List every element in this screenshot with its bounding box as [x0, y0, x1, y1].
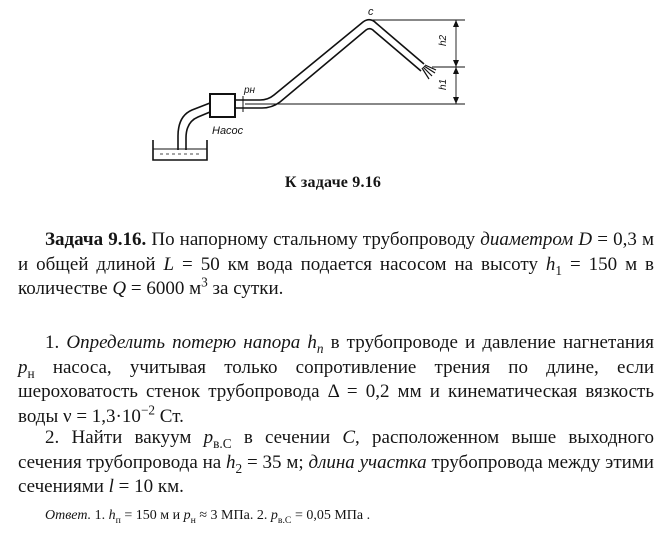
problem-paragraph-2	[18, 331, 654, 429]
question-2-text: 2. Найти вакуум	[45, 427, 204, 448]
var-h1-sub: 1	[555, 262, 563, 278]
question-1-text: Ст.	[155, 405, 184, 427]
intro-text: По напорному стальному трубопроводу	[151, 229, 481, 250]
pump-box	[210, 94, 235, 117]
question-2-text: , расположенном выше выходного сечения трубопровода на	[18, 427, 654, 473]
answer-text: = 0,05 МПа .	[291, 508, 371, 523]
pump-label: Насос	[212, 125, 244, 137]
var-hn-sub: п	[316, 340, 324, 356]
question-2-text: = 35 м;	[242, 451, 309, 473]
question-2-italic: длина участка	[308, 451, 427, 473]
var-h2-sub: 2	[235, 460, 243, 476]
answer-var-pvc: p	[270, 508, 278, 523]
answer-var-hn: h	[108, 508, 116, 523]
question-1-number: 1.	[45, 332, 67, 353]
answer-line	[45, 507, 645, 525]
viscosity-exponent: −2	[140, 402, 156, 418]
answer-var-pn: p	[183, 508, 191, 523]
var-pn-sub: н	[27, 365, 35, 381]
intro-text: = 0,3 м и общей длиной	[18, 229, 654, 275]
var-pvc: p	[203, 427, 214, 448]
problem-paragraph-1	[18, 228, 654, 302]
intro-text: = 6000 м	[126, 278, 202, 299]
answer-var-pvc-sub: в.С	[277, 514, 292, 526]
point-c-label: c	[368, 6, 374, 18]
answer-label: Ответ.	[45, 508, 92, 523]
question-1-text: насоса, учитывая только сопротивление трения по длине, если шероховатость стенок трубопровода Δ = 0,2 мм и кинематическая вязкость воды ν = 1,3·10	[18, 356, 654, 427]
var-pn: p	[18, 356, 28, 378]
reservoir	[153, 140, 207, 160]
intro-text: = 150 м в количестве	[18, 253, 655, 299]
question-1-italic: Определить потерю напора h	[66, 332, 317, 353]
suction-pipe	[178, 103, 210, 150]
problem-paragraph-3	[18, 426, 654, 500]
var-L: L	[163, 253, 175, 275]
answer-var-pn-sub: н	[190, 514, 196, 526]
intro-text: за сутки.	[207, 278, 284, 299]
answer-text: = 150 м и	[120, 508, 184, 523]
var-h1: h	[545, 253, 556, 275]
question-2-text: = 10 км.	[113, 476, 184, 497]
answer-text: ≈ 3 МПа. 2.	[195, 508, 271, 523]
var-pvc-sub: в.С	[213, 435, 232, 451]
answer-var-hn-sub: п	[115, 514, 121, 526]
question-1-text: в трубопроводе и давление нагнетания	[323, 332, 654, 353]
section-c: С	[342, 427, 356, 448]
h1-label: h1	[438, 78, 449, 90]
var-l: l	[108, 476, 114, 497]
answer-text: 1.	[91, 508, 109, 523]
unit-sup: 3	[201, 274, 208, 290]
problem-title: Задача 9.16.	[45, 229, 147, 250]
intro-text: = 50 км вода подается насосом на высоту	[174, 253, 546, 275]
intro-italic: диаметром D	[480, 229, 593, 250]
pipeline-diagram	[0, 0, 666, 175]
h2-label: h2	[438, 34, 449, 46]
pressure-label: pн	[244, 85, 256, 96]
question-2-text: в сечении	[231, 427, 343, 448]
var-h2: h	[226, 451, 236, 473]
var-Q: Q	[112, 278, 127, 299]
figure-caption: К задаче 9.16	[284, 174, 382, 191]
question-2-text: трубопровода между этими сечениями	[18, 451, 654, 497]
main-pipeline	[252, 20, 424, 108]
